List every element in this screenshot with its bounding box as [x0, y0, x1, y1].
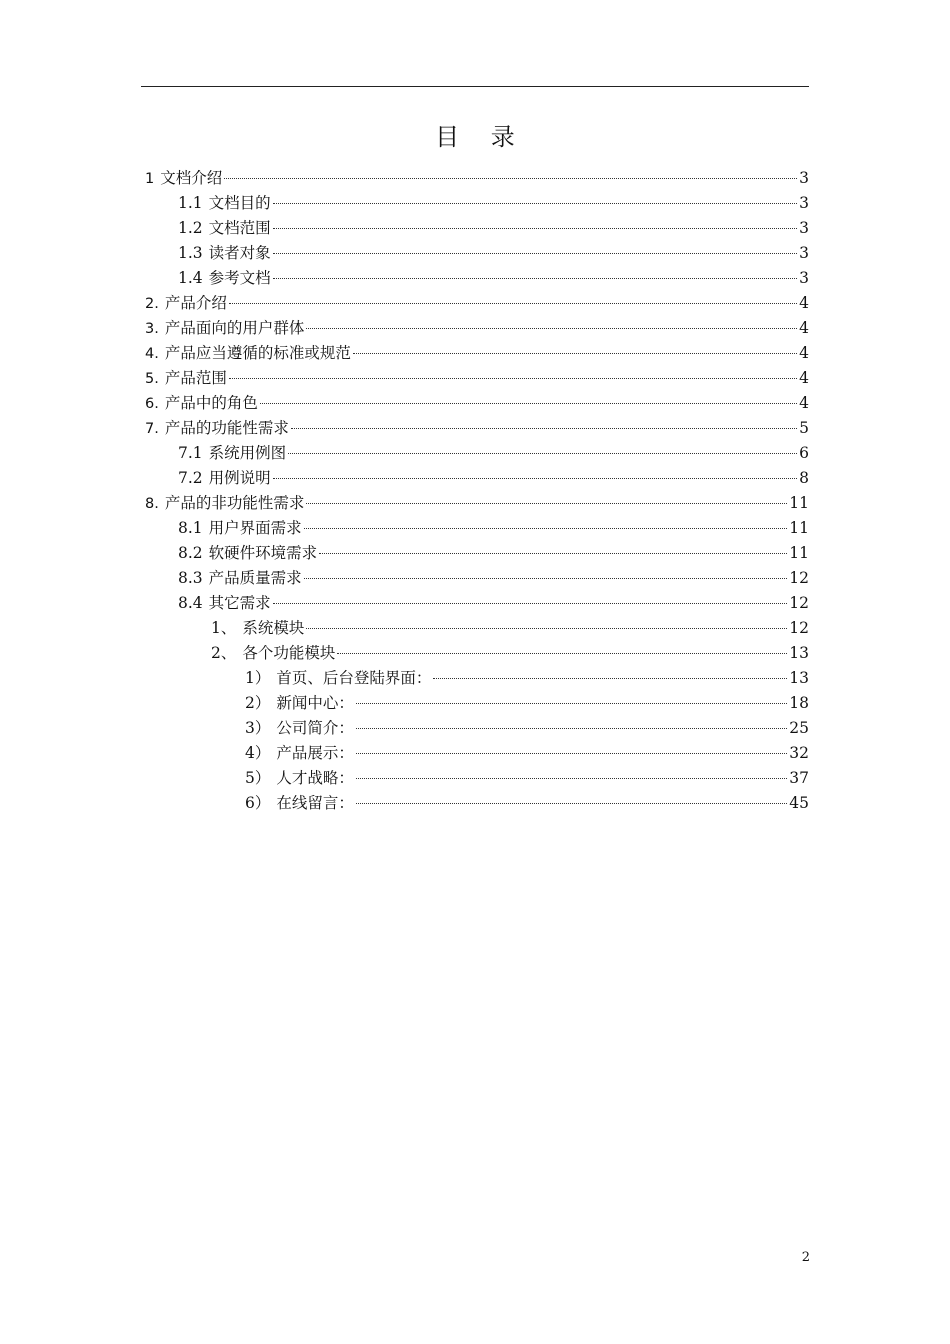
toc-entry-number: 8.3	[178, 569, 203, 587]
toc-entry-title: 软硬件环境需求	[208, 544, 318, 562]
dot-leader	[356, 753, 787, 754]
toc-entry[interactable]	[145, 266, 809, 291]
toc-entry-title: 产品范围	[164, 369, 227, 387]
toc-entry-number: 7.1	[178, 444, 203, 462]
toc-entry[interactable]	[145, 716, 809, 741]
dot-leader	[229, 378, 797, 379]
toc-entry-page: 5	[799, 419, 809, 437]
toc-entry[interactable]	[145, 441, 809, 466]
toc-entry-page: 12	[789, 594, 809, 612]
toc-entry-page: 13	[789, 669, 809, 687]
page-number: 2	[801, 1250, 810, 1265]
toc-entry[interactable]	[145, 341, 809, 366]
dot-leader	[273, 203, 797, 204]
dot-leader	[288, 453, 797, 454]
toc-entry[interactable]	[145, 791, 809, 816]
toc-entry[interactable]	[145, 691, 809, 716]
toc-entry-number: 8.1	[178, 519, 203, 537]
toc-entry[interactable]	[145, 641, 809, 666]
toc-entry-number: 6.	[145, 396, 159, 412]
toc-entry[interactable]	[145, 241, 809, 266]
toc-entry-page: 32	[789, 744, 809, 762]
toc-entry-page: 4	[799, 344, 809, 362]
dot-leader	[306, 328, 797, 329]
toc-entry[interactable]	[145, 741, 809, 766]
toc-title: 目 录	[435, 123, 527, 151]
toc-entry-title: 系统模块	[242, 619, 305, 637]
dot-leader	[224, 178, 797, 179]
toc-entry-page: 4	[799, 294, 809, 312]
dot-leader	[319, 553, 787, 554]
dot-leader	[273, 603, 788, 604]
toc-entry-title: 用例说明	[208, 469, 271, 487]
toc-entry[interactable]	[145, 766, 809, 791]
toc-entry-title: 产品的非功能性需求	[164, 494, 305, 512]
dot-leader	[273, 253, 797, 254]
toc-entry-number: 8.2	[178, 544, 203, 562]
dot-leader	[353, 353, 797, 354]
toc-entry[interactable]	[145, 566, 809, 591]
dot-leader	[337, 653, 787, 654]
toc-entry-title: 读者对象	[208, 244, 271, 262]
toc-entry-page: 3	[799, 244, 809, 262]
toc-entry-number: 3）	[245, 719, 271, 737]
toc-entry-title: 产品应当遵循的标准或规范	[164, 344, 351, 362]
toc-entry[interactable]	[145, 616, 809, 641]
header-rule	[141, 86, 809, 87]
toc-entry-page: 18	[789, 694, 809, 712]
toc-entry-page: 12	[789, 569, 809, 587]
toc-entry-title: 在线留言：	[276, 794, 354, 812]
toc-entry-page: 11	[789, 544, 809, 562]
dot-leader	[260, 403, 797, 404]
toc-entry[interactable]	[145, 491, 809, 516]
dot-leader	[356, 803, 787, 804]
toc-entry[interactable]	[145, 316, 809, 341]
toc-entry-number: 1、	[211, 619, 237, 637]
toc-entry-title: 用户界面需求	[208, 519, 302, 537]
toc-entry-title: 系统用例图	[208, 444, 287, 462]
toc-entry-number: 2、	[211, 644, 237, 662]
toc-entry-number: 8.	[145, 496, 159, 512]
toc-entry-title: 产品面向的用户群体	[164, 319, 305, 337]
toc-entry[interactable]	[145, 391, 809, 416]
toc-entry-page: 37	[789, 769, 809, 787]
dot-leader	[273, 478, 797, 479]
toc-entry[interactable]	[145, 516, 809, 541]
toc-entry-page: 12	[789, 619, 809, 637]
toc-entry-number: 7.2	[178, 469, 203, 487]
toc-entry-number: 1	[145, 171, 155, 187]
toc-entry-title: 公司简介：	[276, 719, 354, 737]
dot-leader	[304, 528, 788, 529]
toc-entry-page: 4	[799, 394, 809, 412]
dot-leader	[356, 778, 787, 779]
toc-entry-title: 首页、后台登陆界面：	[276, 669, 432, 687]
toc-entry-page: 45	[789, 794, 809, 812]
toc-entry-page: 3	[799, 194, 809, 212]
dot-leader	[291, 428, 797, 429]
toc-entry-number: 5.	[145, 371, 159, 387]
dot-leader	[229, 303, 797, 304]
toc-entry-number: 4.	[145, 346, 159, 362]
toc-entry-page: 8	[799, 469, 809, 487]
toc-entry-title: 文档范围	[208, 219, 271, 237]
toc-entry[interactable]	[145, 166, 809, 191]
toc-entry-number: 4）	[245, 744, 271, 762]
toc-entry-number: 1.1	[178, 194, 203, 212]
toc-entry-page: 11	[789, 519, 809, 537]
toc-entry-page: 6	[799, 444, 809, 462]
toc-entry-number: 2.	[145, 296, 159, 312]
toc-entry-number: 1.4	[178, 269, 203, 287]
toc-entry-number: 5）	[245, 769, 271, 787]
toc-entry-page: 3	[799, 219, 809, 237]
toc-entry-page: 4	[799, 369, 809, 387]
toc-entry-page: 11	[789, 494, 809, 512]
toc-entry-number: 6）	[245, 794, 271, 812]
toc-entry-page: 25	[789, 719, 809, 737]
toc-entry-title: 人才战略：	[276, 769, 354, 787]
dot-leader	[273, 278, 797, 279]
dot-leader	[433, 678, 787, 679]
toc-entry[interactable]	[145, 416, 809, 441]
toc-entry-title: 产品展示：	[276, 744, 354, 762]
toc-entry-page: 4	[799, 319, 809, 337]
toc-entry[interactable]	[145, 366, 809, 391]
toc-entry-title: 新闻中心：	[276, 694, 354, 712]
toc-entry-number: 1.3	[178, 244, 203, 262]
dot-leader	[304, 578, 788, 579]
toc-entry-page: 3	[799, 169, 809, 187]
dot-leader	[306, 628, 787, 629]
table-of-contents	[145, 166, 809, 816]
toc-entry-number: 1）	[245, 669, 271, 687]
toc-entry-number: 8.4	[178, 594, 203, 612]
toc-entry-title: 文档介绍	[160, 169, 223, 187]
toc-entry[interactable]	[145, 666, 809, 691]
toc-entry-title: 产品中的角色	[164, 394, 258, 412]
toc-entry-page: 3	[799, 269, 809, 287]
toc-entry[interactable]	[145, 541, 809, 566]
toc-entry-number: 1.2	[178, 219, 203, 237]
toc-entry-title: 文档目的	[208, 194, 271, 212]
toc-entry[interactable]	[145, 191, 809, 216]
dot-leader	[306, 503, 787, 504]
toc-entry-number: 3.	[145, 321, 159, 337]
toc-entry-page: 13	[789, 644, 809, 662]
toc-entry-number: 7.	[145, 421, 159, 437]
toc-entry[interactable]	[145, 291, 809, 316]
dot-leader	[356, 703, 787, 704]
toc-entry[interactable]	[145, 591, 809, 616]
dot-leader	[356, 728, 787, 729]
toc-entry-title: 产品质量需求	[208, 569, 302, 587]
toc-entry[interactable]	[145, 466, 809, 491]
dot-leader	[273, 228, 797, 229]
toc-entry-title: 产品介绍	[164, 294, 227, 312]
toc-entry[interactable]	[145, 216, 809, 241]
toc-entry-title: 其它需求	[208, 594, 271, 612]
toc-entry-title: 参考文档	[208, 269, 271, 287]
toc-entry-title: 产品的功能性需求	[164, 419, 289, 437]
toc-entry-number: 2）	[245, 694, 271, 712]
toc-entry-title: 各个功能模块	[242, 644, 336, 662]
